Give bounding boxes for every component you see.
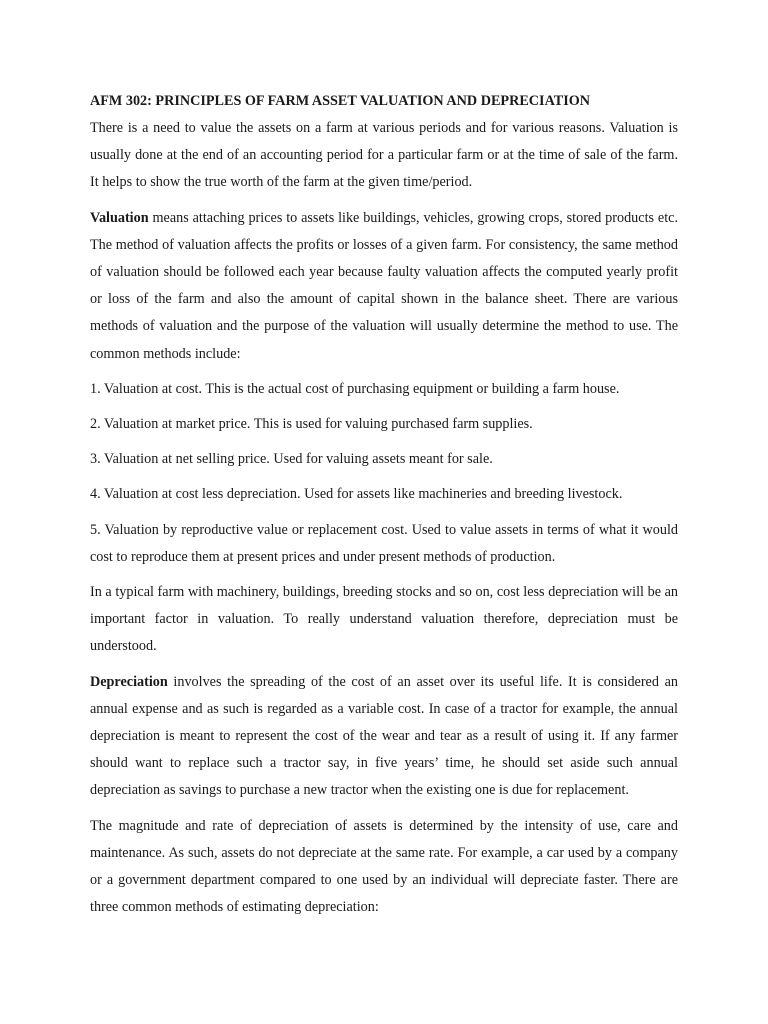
valuation-definition: means attaching prices to assets like buildings, vehicles, growing crops, stored products etc. The method of valuation affects the profits or losses of a given farm. For consistency, the same method of valuation should be followed each year because faulty valuation affects the computed yearly profit or loss of the farm and also the amount of capital shown in the balance sheet. There are various methods of valuation and the purpose of the valuation will usually determine the method to use. The common methods include: <box>90 209 678 362</box>
depreciation-term: Depreciation <box>90 673 168 690</box>
document-title: AFM 302: PRINCIPLES OF FARM ASSET VALUATION AND DEPRECIATION <box>90 93 591 109</box>
document-page <box>90 88 678 921</box>
intro-paragraph: There is a need to value the assets on a farm at various periods and for various reasons. Valuation is usually done at the end of an accounting period for a particular farm or at the time of sale of the farm. It helps to show the true worth of the farm at the given time/period. <box>90 120 678 191</box>
typical-farm-paragraph: In a typical farm with machinery, buildings, breeding stocks and so on, cost less depreciation will be an important factor in valuation. To really understand valuation therefore, depreciation must be understood. <box>90 584 678 655</box>
depreciation-definition: involves the spreading of the cost of an asset over its useful life. It is considered an annual expense and as such is regarded as a variable cost. In case of a tractor for example, the annual depreciation is meant to represent the cost of the wear and tear as a result of using it. If any farmer should want to replace such a tractor say, in five years’ time, he should set aside such annual depreciation as savings to purchase a new tractor when the existing one is due for replacement. <box>90 673 678 799</box>
method-item-4: 4. Valuation at cost less depreciation. Used for assets like machineries and breeding livestock. <box>90 486 623 503</box>
depreciation-paragraph <box>90 669 678 805</box>
method-item-5: 5. Valuation by reproductive value or replacement cost. Used to value assets in terms of what it would cost to reproduce them at present prices and under present methods of production. <box>90 521 678 565</box>
valuation-term: Valuation <box>90 209 149 226</box>
method-item-1: 1. Valuation at cost. This is the actual cost of purchasing equipment or building a farm house. <box>90 380 620 397</box>
valuation-paragraph <box>90 205 678 368</box>
method-item-3: 3. Valuation at net selling price. Used for valuing assets meant for sale. <box>90 451 493 468</box>
method-item-2: 2. Valuation at market price. This is used for valuing purchased farm supplies. <box>90 416 533 433</box>
magnitude-paragraph: The magnitude and rate of depreciation of assets is determined by the intensity of use, care and maintenance. As such, assets do not depreciate at the same rate. For example, a car used by a company or a government department compared to one used by an individual will depreciate faster. There are three common methods of estimating depreciation: <box>90 817 678 916</box>
